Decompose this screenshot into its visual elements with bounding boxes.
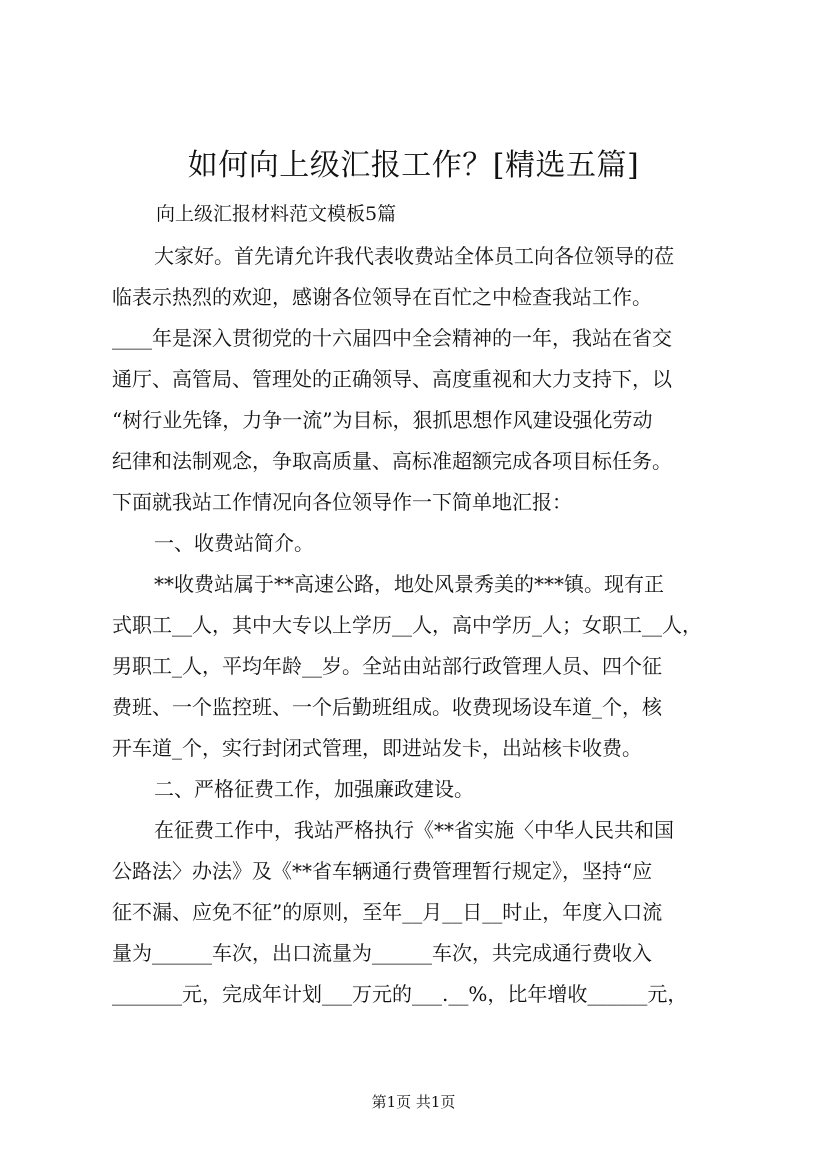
- paragraph-line: 在征费工作中，我站严格执行《**省实施〈中华人民共和国: [154, 818, 674, 842]
- paragraph-line: 式职工__人，其中大专以上学历__人，高中学历_人；女职工__人，: [112, 613, 702, 637]
- section-heading: 一、收费站简介。: [154, 531, 314, 555]
- paragraph-line: 公路法〉办法》及《**省车辆通行费管理暂行规定》，坚持“应: [112, 859, 653, 883]
- paragraph-line: 下面就我站工作情况向各位领导作一下简单地汇报：: [112, 490, 572, 514]
- paragraph-line: 量为______车次，出口流量为______车次，共完成通行费收入: [112, 941, 652, 965]
- paragraph-line: 大家好。首先请允许我代表收费站全体员工向各位领导的莅: [154, 244, 674, 268]
- paragraph-line: _______元，完成年计划___万元的___.__%，比年增收______元，: [112, 982, 688, 1006]
- paragraph-line: 临表示热烈的欢迎，感谢各位领导在百忙之中检查我站工作。: [112, 285, 652, 309]
- paragraph-line: “树行业先锋，力争一流”为目标，狠抓思想作风建设强化劳动: [112, 408, 653, 432]
- paragraph-line: 男职工_人，平均年龄__岁。全站由站部行政管理人员、四个征: [112, 654, 662, 678]
- paragraph-line: 通厅、高管局、管理处的正确领导、高度重视和大力支持下，以: [112, 367, 672, 391]
- paragraph-line: **收费站属于**高速公路，地处风景秀美的***镇。现有正: [154, 572, 664, 596]
- document-subtitle: 向上级汇报材料范文模板5篇: [156, 203, 397, 225]
- section-heading: 二、严格征费工作，加强廉政建设。: [154, 777, 474, 801]
- paragraph-line: 纪律和法制观念，争取高质量、高标准超额完成各项目标任务。: [112, 449, 672, 473]
- paragraph-line: ____年是深入贯彻党的十六届四中全会精神的一年，我站在省交: [112, 326, 672, 350]
- document-title: 如何向上级汇报工作？[精选五篇]: [187, 148, 640, 183]
- paragraph-line: 开车道_个，实行封闭式管理，即进站发卡，出站核卡收费。: [112, 736, 642, 760]
- page-footer: 第1页 共1页: [371, 1093, 456, 1111]
- paragraph-line: 征不漏、应免不征”的原则，至年__月__日__时止，年度入口流: [112, 900, 663, 924]
- paragraph-line: 费班、一个监控班、一个后勤班组成。收费现场设车道_个，核: [112, 695, 662, 719]
- document-body: [112, 236, 730, 1015]
